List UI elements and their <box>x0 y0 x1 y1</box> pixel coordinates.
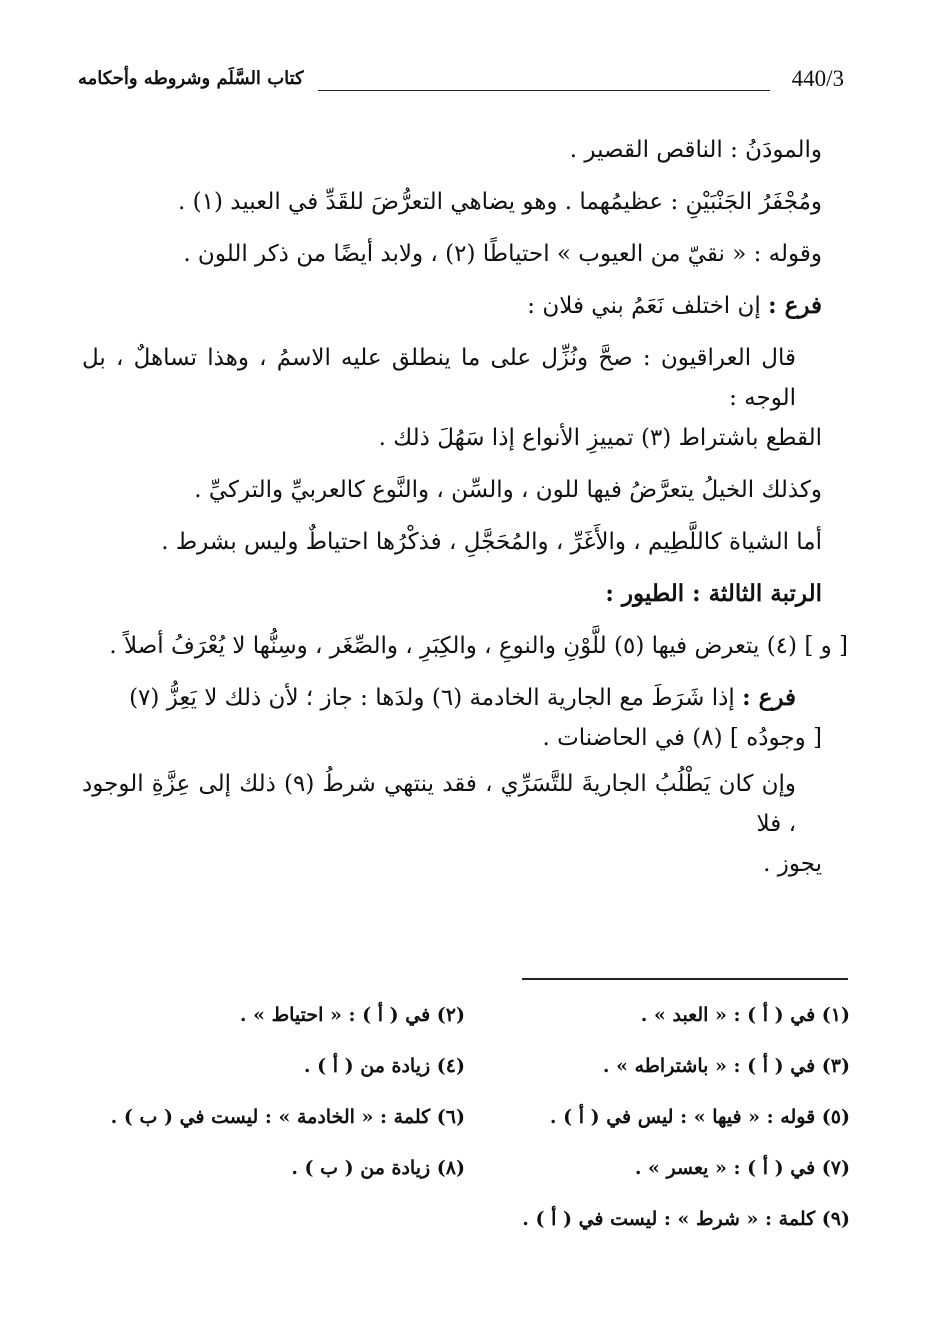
body-text <box>82 124 848 890</box>
footnote-3: (٣) في ( أ ) : « باشتراطه » . <box>602 1055 850 1077</box>
paragraph-1: والمودَنُ : الناقص القصير . <box>569 137 822 163</box>
paragraph-9-line-1 <box>82 678 822 718</box>
branch-label: فرع : <box>768 292 822 319</box>
running-title: كتاب السَّلَم وشروطه وأحكامه <box>78 68 304 89</box>
footnote-row <box>80 1055 850 1106</box>
branch-label-2: فرع : <box>742 684 796 711</box>
header-rule <box>318 90 770 91</box>
paragraph-9 <box>82 678 848 758</box>
footnote-row <box>80 1208 850 1259</box>
footnote-6: (٦) كلمة : « الخادمة » : ليست في ( ب ) . <box>110 1106 465 1128</box>
paragraph-7: أما الشياة كاللَّطِيم ، والأَغَرِّ ، والمُحَجَّلِ ، فذكْرُها احتياطٌ وليس بشرط . <box>161 529 822 555</box>
paragraph-9-line-2: [ وجودُه ] (٨) في الحاضنات . <box>542 725 822 751</box>
paragraph-4-text: إن اختلف نَعَمُ بني فلان : <box>527 293 769 319</box>
paragraph-2: ومُجْفَرُ الجَنْبَيْنِ : عظيمُهما . وهو يضاهي التعرُّضَ للقَدِّ في العبيد (١) . <box>178 189 822 215</box>
footnote-9: (٩) كلمة : « شرط » : ليست في ( أ ) . <box>522 1208 850 1230</box>
footnote-row <box>80 1106 850 1157</box>
section-heading: الرتبة الثالثة : الطيور : <box>605 580 822 607</box>
paragraph-5-line-2: القطع باشتراط (٣) تمييزِ الأنواع إذا سَهُلَ ذلك . <box>378 425 822 451</box>
paragraph-4 <box>82 280 848 332</box>
footnote-row <box>80 1004 850 1055</box>
paragraph-3: وقوله : « نقيّ من العيوب » احتياطًا (٢) ، ولابد أيضًا من ذكر اللون . <box>183 241 822 267</box>
footnote-4: (٤) زيادة من ( أ ) . <box>303 1055 465 1077</box>
page-number: 440/3 <box>791 66 844 91</box>
footnotes <box>80 1004 850 1259</box>
footnote-5: (٥) قوله : « فيها » : ليس في ( أ ) . <box>549 1106 850 1128</box>
paragraph-10-line-1: وإن كان يَطْلُبُ الجاريةَ للتَّسَرِّي ، فقد ينتهي شرطُ (٩) ذلك إلى عِزَّةِ الوجود ، فلا <box>82 771 796 837</box>
paragraph-10 <box>82 764 848 884</box>
footnote-8: (٨) زيادة من ( ب ) . <box>291 1157 465 1179</box>
paragraph-8: [ و ] (٤) يتعرض فيها (٥) للَّوْنِ والنوعِ ، والكِبَرِ ، والصِّغَر ، وسِنُّها لا يُعْرَفُ أصلاً . <box>109 633 848 659</box>
footnote-row <box>80 1157 850 1208</box>
footnote-7: (٧) في ( أ ) : « يعسر » . <box>634 1157 850 1179</box>
paragraph-10-line-2: يجوز . <box>763 851 822 877</box>
paragraph-5-line-1: قال العراقيون : صحَّ ونُزِّل على ما ينطلق عليه الاسمُ ، وهذا تساهلٌ ، بل الوجه : <box>82 345 796 411</box>
paragraph-9-line-1-text: إذا شَرَطَ مع الجارية الخادمة (٦) ولدَها : جاز ؛ لأن ذلك لا يَعِزُّ (٧) <box>129 685 743 711</box>
footnote-2: (٢) في ( أ ) : « احتياط » . <box>239 1004 465 1026</box>
paragraph-5 <box>82 338 848 458</box>
paragraph-6: وكذلك الخيلُ يتعرَّضُ فيها للون ، والسِّن ، والنَّوع كالعربيِّ والتركيِّ . <box>194 477 822 503</box>
footnote-1: (١) في ( أ ) : « العبد » . <box>640 1004 850 1026</box>
footnote-rule <box>522 978 848 980</box>
